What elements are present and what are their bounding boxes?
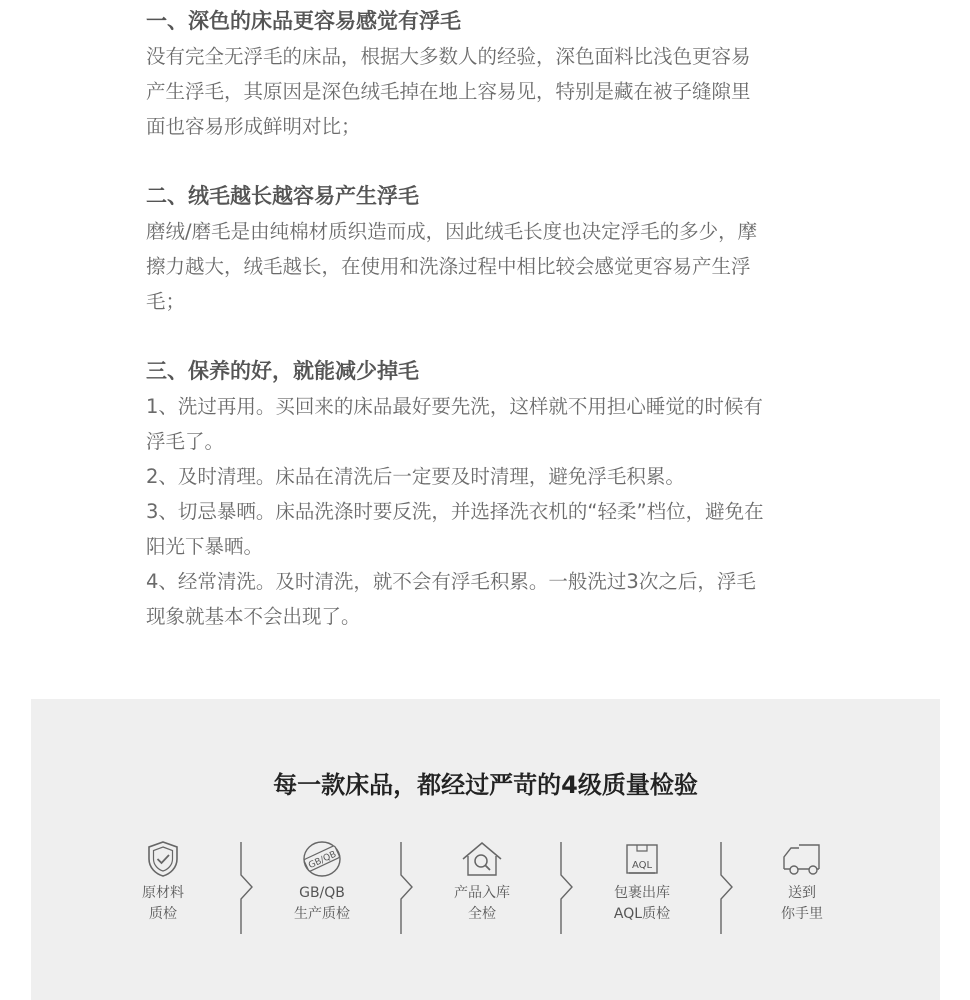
step-warehouse [422, 839, 542, 925]
step-label: 送到 你手里 [781, 885, 823, 922]
para-line: 毛； [146, 290, 186, 313]
step-raw-material [103, 839, 223, 925]
para-line: 产生浮毛，其原因是深色绒毛掉在地上容易见，特别是藏在被子缝隙里 [146, 80, 751, 103]
para-line: 没有完全无浮毛的床品，根据大多数人的经验，深色面料比浅色更容易 [146, 45, 751, 68]
gb-qb-stamp-icon [300, 839, 344, 879]
section-1 [146, 4, 836, 144]
para-line: 1、洗过再用。买回来的床品最好要先洗，这样就不用担心睡觉的时候有 [146, 395, 763, 418]
section-title: 一、深色的床品更容易感觉有浮毛 [146, 9, 461, 33]
chevron-right-icon [559, 841, 575, 935]
para-line: 磨绒/磨毛是由纯棉材质织造而成，因此绒毛长度也决定浮毛的多少，摩 [146, 220, 758, 243]
chevron-right-icon [399, 841, 415, 935]
para-line: 阳光下暴晒。 [146, 535, 264, 558]
para-line: 浮毛了。 [146, 430, 225, 453]
aql-package-icon [620, 839, 664, 879]
quality-title: 每一款床品，都经过严苛的4级质量检验 [273, 771, 698, 799]
article [146, 4, 836, 669]
warehouse-search-icon [459, 839, 505, 879]
step-label: 包裹出库 AQL质检 [613, 885, 671, 922]
step-label: 产品入库 全检 [454, 885, 510, 922]
para-line: 4、经常清洗。及时清洗，就不会有浮毛积累。一般洗过3次之后，浮毛 [146, 570, 756, 593]
step-aql-package [582, 839, 702, 925]
svg-text:GB/QB: GB/QB [307, 849, 339, 872]
section-title: 三、保养的好，就能减少掉毛 [146, 359, 419, 383]
chevron-right-icon [719, 841, 735, 935]
section-3 [146, 354, 836, 634]
step-gb-qb [262, 839, 382, 925]
step-delivery [742, 839, 862, 925]
para-line: 2、及时清理。床品在清洗后一定要及时清理，避免浮毛积累。 [146, 465, 685, 488]
step-label: GB/QB 生产质检 [294, 885, 350, 922]
step-label: 原材料 质检 [142, 885, 184, 922]
section-title: 二、绒毛越长越容易产生浮毛 [146, 184, 419, 208]
delivery-truck-icon [779, 839, 825, 879]
para-line: 现象就基本不会出现了。 [146, 605, 361, 628]
para-line: 3、切忌暴晒。床品洗涤时要反洗，并选择洗衣机的“轻柔”档位，避免在 [146, 500, 764, 523]
chevron-right-icon [239, 841, 255, 935]
para-line: 面也容易形成鲜明对比； [146, 115, 361, 138]
quality-steps [31, 839, 940, 939]
para-line: 擦力越大，绒毛越长，在使用和洗涤过程中相比较会感觉更容易产生浮 [146, 255, 751, 278]
shield-check-icon [143, 839, 183, 879]
section-2 [146, 179, 836, 319]
quality-panel [31, 699, 940, 1000]
svg-text:AQL: AQL [631, 860, 653, 871]
